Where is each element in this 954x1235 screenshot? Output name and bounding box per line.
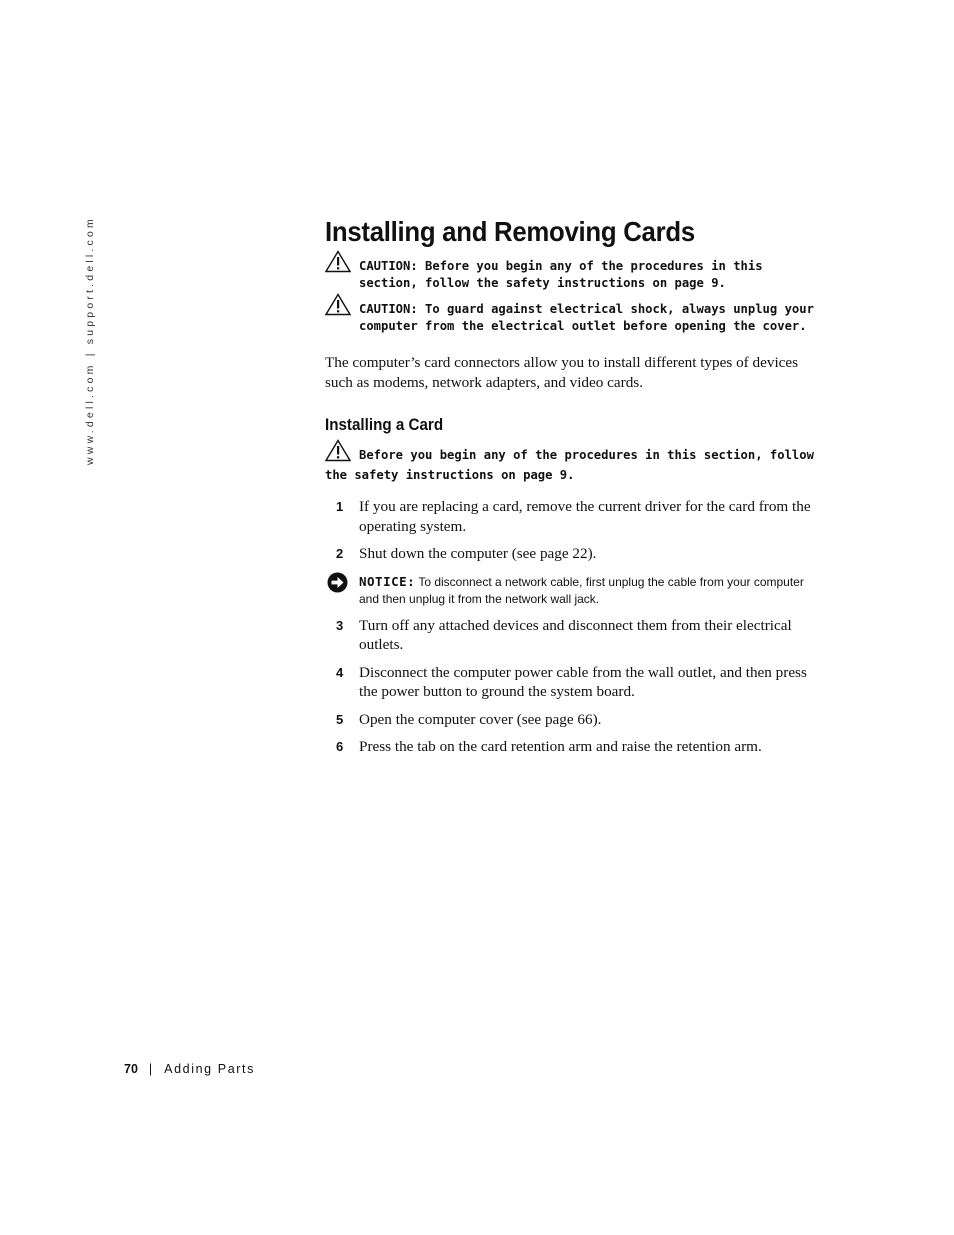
step-number: 5	[336, 711, 344, 727]
steps-list	[325, 497, 815, 757]
step-text: Open the computer cover (see page 66).	[359, 710, 602, 728]
step-text: Shut down the computer (see page 22).	[359, 545, 597, 562]
list-item	[325, 710, 815, 730]
caution-text: CAUTION: Before you begin any of the procedures in this section, follow the safety instructions on page 9.	[359, 259, 763, 290]
list-item	[325, 616, 815, 655]
step-text: Press the tab on the card retention arm and raise the retention arm.	[359, 738, 762, 755]
caution-text: CAUTION: To guard against electrical shock, always unplug your computer from the electrical outlet before opening the cover.	[359, 302, 814, 333]
list-item	[325, 663, 815, 702]
notice-text: To disconnect a network cable, first unplug the cable from your computer and then unplug it from the network wall jack.	[359, 574, 804, 606]
footer-separator: |	[148, 1062, 153, 1076]
notice-label: NOTICE:	[359, 573, 416, 589]
step-text: If you are replacing a card, remove the current driver for the card from the operating system.	[359, 498, 811, 535]
warning-triangle-icon	[325, 293, 351, 316]
warning-triangle-icon	[325, 439, 351, 462]
caution-note	[325, 301, 815, 335]
footer-section-name: Adding Parts	[164, 1062, 255, 1076]
caution-text: Before you begin any of the procedures in this section, follow the safety instructions on page 9.	[325, 448, 814, 482]
warning-triangle-icon	[325, 250, 351, 273]
list-item	[325, 497, 815, 536]
page-footer	[124, 1062, 255, 1076]
caution-note	[325, 258, 815, 292]
list-item	[325, 544, 815, 564]
list-item	[325, 737, 815, 757]
notice-note	[325, 573, 815, 608]
step-text: Turn off any attached devices and disconnect them from their electrical outlets.	[359, 616, 792, 653]
notice-arrow-icon	[327, 572, 348, 593]
step-number: 4	[336, 664, 344, 680]
intro-paragraph: The computer’s card connectors allow you to install different types of devices such as modems, network adapters, and video cards.	[325, 354, 799, 391]
main-content	[325, 212, 815, 757]
caution-note	[325, 445, 815, 485]
section-heading: Installing a Card	[325, 416, 444, 434]
page-title: Installing and Removing Cards	[325, 216, 695, 247]
side-url-text: www.dell.com | support.dell.com	[84, 216, 96, 465]
step-number: 1	[336, 499, 344, 514]
step-number: 2	[336, 546, 344, 561]
page-number: 70	[124, 1062, 138, 1076]
step-number: 3	[336, 617, 344, 633]
step-number: 6	[336, 739, 344, 754]
step-text: Disconnect the computer power cable from the wall outlet, and then press the power button to ground the system board.	[359, 663, 807, 700]
